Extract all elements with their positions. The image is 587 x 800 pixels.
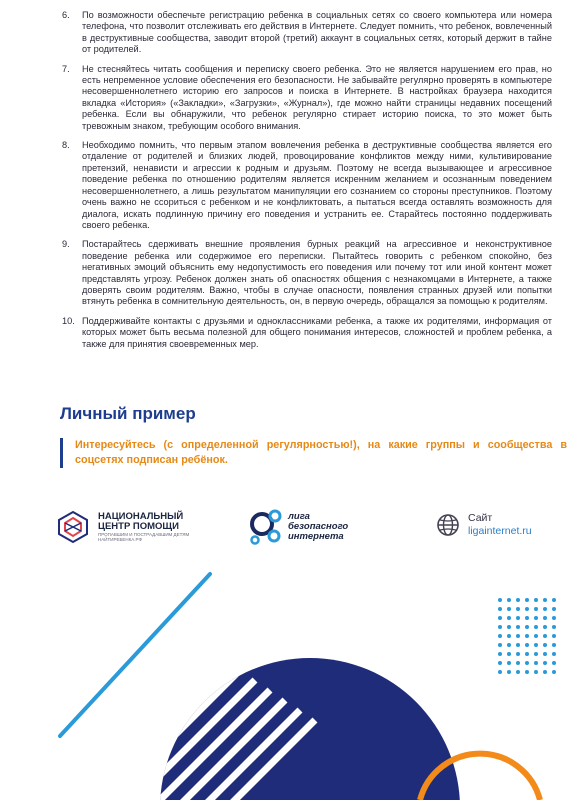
item-text: Необходимо помнить, что первым этапом вовлечения ребенка в деструктивные сообщества является его отдаление от родителей и близких людей, провоцирование конфликтов между ними, культивирование претензий, ненависти и агрессии к родным и друзьям. Поэтому не всегда вызывающее и агрессивное поведение ребенка по отношению родителям является искренним желанием и осознанным поведением несовершеннолетнего, а лишь результатом манипуляции его сознанием со стороны преступников. Поэтому очень важно не ссориться с ребенком и не конфликтовать, а пытаться всегда оставлять возможность для диалога, искать подлинную причину его поведения и устранить ее. Старайтесь постоянно поддерживать своего ребенка. (82, 140, 552, 230)
item-text: Постарайтесь сдерживать внешние проявления бурных реакций на агрессивное и неконструктивное поведение ребенка или содержимое его переписки. Пытайтесь говорить с ребенком спокойно, без негативных эмоций объяснить ему недопустимость его поведения или почему тот или иной контент может представлять угрозу. Ребенок должен знать об опасностях общения с незнакомцами в Интернете, а также доверять своим родителям. Важно, чтобы в случае опасности, появления странных друзей или попытки втянуть ребенка в сомнительную деятельность, он, в первую очередь, обращался за помощью к родителям. (82, 239, 552, 307)
callout-box (60, 438, 567, 468)
item-number: 9. (62, 239, 70, 250)
item-text: По возможности обеспечьте регистрацию ребенка в социальных сетях со своего компьютера или номера телефона, что позволит отслеживать его действия в Интернете. Следует помнить, что ребенок, вовлеченный в деструктивные сообщества, заводит второй (третий) аккаунт в социальных сетях, который держит в тайне от родителей. (82, 10, 552, 55)
list-item (62, 316, 552, 350)
ncp-subtitle: ПРОПАВШИМ И ПОСТРАДАВШИМ ДЕТЯМ (98, 531, 190, 537)
section-heading: Личный пример (60, 404, 196, 423)
national-center-logo[interactable] (56, 510, 189, 544)
item-text: Поддерживайте контакты с друзьями и одноклассниками ребенка, а также их родителями, информация от которых может быть весьма полезной для общего понимания интересов, сложностей и проблем ребенка, а также для принятия своевременных мер. (82, 315, 552, 349)
liga-line2: безопасного (288, 521, 349, 532)
liga-logo[interactable] (248, 508, 348, 546)
item-number: 10. (62, 315, 75, 326)
national-center-emblem-icon (56, 510, 90, 544)
callout-text: Интересуйтесь (с определенной регулярностью!), на какие группы и сообщества в соцсетях подписан ребёнок. (75, 439, 567, 466)
item-number: 6. (62, 10, 70, 20)
item-number: 8. (62, 140, 70, 151)
site-label: Сайт (468, 512, 493, 524)
decor-dots (498, 598, 556, 674)
ncp-name-line2: ЦЕНТР ПОМОЩИ (98, 520, 179, 532)
globe-icon (436, 513, 460, 537)
liga-line3: интернета (288, 531, 344, 542)
list-item (62, 239, 552, 307)
list-item (62, 64, 552, 132)
site-link[interactable] (436, 512, 532, 538)
ncp-site: НАЙТИРЕБЕНКА.РФ (98, 537, 142, 542)
logos-row (56, 506, 556, 556)
liga-line1: лига (288, 511, 310, 522)
decorative-shapes (0, 560, 587, 800)
item-text: Не стесняйтесь читать сообщения и переписку своего ребенка. Это не является нарушением его прав, но есть непременное условие обеспечения его безопасности. Не забывайте регулярно проверять в компьютере несовершеннолетнего историю его запросов и поиска в Интернете. В настройках браузера находится вкладка «История» («Закладки», «Загрузки», «Журнал»), где можно найти страницы недавних посещений ребенка. Если вы обнаружили, что ребенок регулярно стирает историю поиска, то это может быть тревожным знаком, требующим особого внимания. (82, 63, 552, 131)
ncp-name-line1: НАЦИОНАЛЬНЫЙ (98, 510, 184, 522)
site-url[interactable]: ligainternet.ru (468, 525, 532, 537)
item-number: 7. (62, 63, 70, 74)
tips-list (62, 10, 552, 358)
liga-bubbles-icon (248, 508, 282, 546)
list-item (62, 140, 552, 231)
decor-blue-line (60, 574, 210, 736)
list-item (62, 10, 552, 56)
